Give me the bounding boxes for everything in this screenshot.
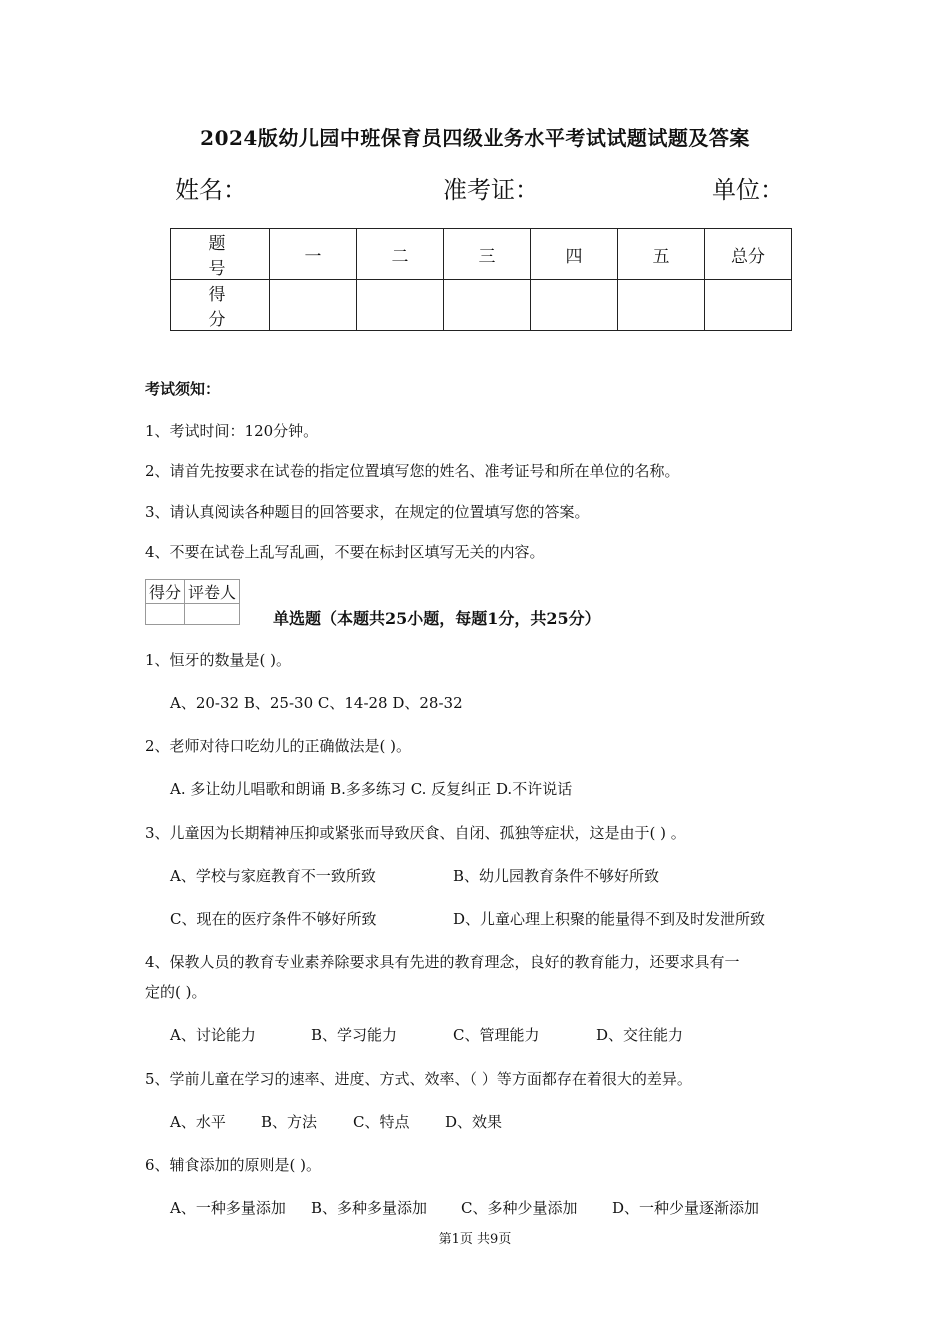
grader-box	[145, 579, 240, 625]
question-option: A、一种多量添加	[170, 1199, 286, 1217]
score-table-header-cell: 四	[531, 229, 618, 280]
section-title: 单选题（本题共25小题，每题1分，共25分）	[273, 609, 601, 628]
grader-reviewer-cell[interactable]	[185, 604, 240, 625]
question-option: B、幼儿园教育条件不够好所致	[453, 867, 660, 885]
score-table-header-cell: 五	[618, 229, 705, 280]
question-stem-continued: 定的( )。	[145, 983, 207, 1001]
question-option: D、交往能力	[596, 1026, 684, 1044]
name-label: 姓名：	[175, 176, 247, 204]
score-table-header-cell: 题 号	[171, 229, 270, 280]
score-table-header-cell: 三	[444, 229, 531, 280]
score-table-header-cell: 总分	[705, 229, 792, 280]
question-option: D、效果	[445, 1113, 503, 1131]
question-option: D、一种少量逐渐添加	[612, 1199, 760, 1217]
score-table	[170, 228, 792, 331]
question-stem: 4、保教人员的教育专业素养除要求具有先进的教育理念，良好的教育能力，还要求具有一	[145, 953, 740, 971]
score-cell[interactable]	[357, 280, 444, 331]
document-title: 2024版幼儿园中班保育员四级业务水平考试试题试题及答案	[200, 126, 750, 150]
question-option: B、学习能力	[311, 1026, 398, 1044]
grader-score-cell[interactable]	[146, 604, 185, 625]
exam-id-label: 准考证：	[443, 176, 539, 204]
score-table-header-cell: 一	[270, 229, 357, 280]
score-row-label: 得 分	[171, 280, 270, 331]
question-option: C、现在的医疗条件不够好所致	[170, 910, 377, 928]
notice-item: 1、考试时间：120分钟。	[145, 422, 319, 440]
score-cell[interactable]	[531, 280, 618, 331]
question-option: A、讨论能力	[170, 1026, 256, 1044]
score-cell[interactable]	[270, 280, 357, 331]
score-cell[interactable]	[705, 280, 792, 331]
notice-item: 2、请首先按要求在试卷的指定位置填写您的姓名、准考证号和所在单位的名称。	[145, 462, 680, 480]
question-stem: 2、老师对待口吃幼儿的正确做法是( )。	[145, 737, 412, 755]
grader-reviewer-label: 评卷人	[185, 580, 240, 604]
question-option: A、水平	[170, 1113, 226, 1131]
question-stem: 5、学前儿童在学习的速率、进度、方式、效率、（ ）等方面都存在着很大的差异。	[145, 1070, 692, 1088]
notice-item: 3、请认真阅读各种题目的回答要求，在规定的位置填写您的答案。	[145, 503, 590, 521]
question-option: C、多种少量添加	[461, 1199, 578, 1217]
question-stem: 1、恒牙的数量是( )。	[145, 651, 292, 669]
question-option: C、特点	[353, 1113, 410, 1131]
question-options: A、20-32 B、25-30 C、14-28 D、28-32	[170, 694, 463, 712]
question-option: B、多种多量添加	[311, 1199, 428, 1217]
unit-label: 单位：	[712, 176, 784, 204]
score-cell[interactable]	[444, 280, 531, 331]
page-footer: 第1页 共9页	[438, 1232, 512, 1247]
score-table-header-row	[171, 229, 792, 280]
score-table-header-cell: 二	[357, 229, 444, 280]
notice-heading: 考试须知：	[145, 380, 221, 398]
question-option: B、方法	[261, 1113, 318, 1131]
grader-score-label: 得分	[146, 580, 185, 604]
question-option: C、管理能力	[453, 1026, 540, 1044]
notice-item: 4、不要在试卷上乱写乱画，不要在标封区填写无关的内容。	[145, 543, 545, 561]
score-table-score-row	[171, 280, 792, 331]
question-options: A. 多让幼儿唱歌和朗诵 B.多多练习 C. 反复纠正 D.不许说话	[170, 780, 573, 798]
question-option: D、儿童心理上积聚的能量得不到及时发泄所致	[453, 910, 766, 928]
question-stem: 6、辅食添加的原则是( )。	[145, 1156, 322, 1174]
score-cell[interactable]	[618, 280, 705, 331]
question-stem: 3、儿童因为长期精神压抑或紧张而导致厌食、自闭、孤独等症状，这是由于( ) 。	[145, 824, 686, 842]
question-option: A、学校与家庭教育不一致所致	[170, 867, 376, 885]
